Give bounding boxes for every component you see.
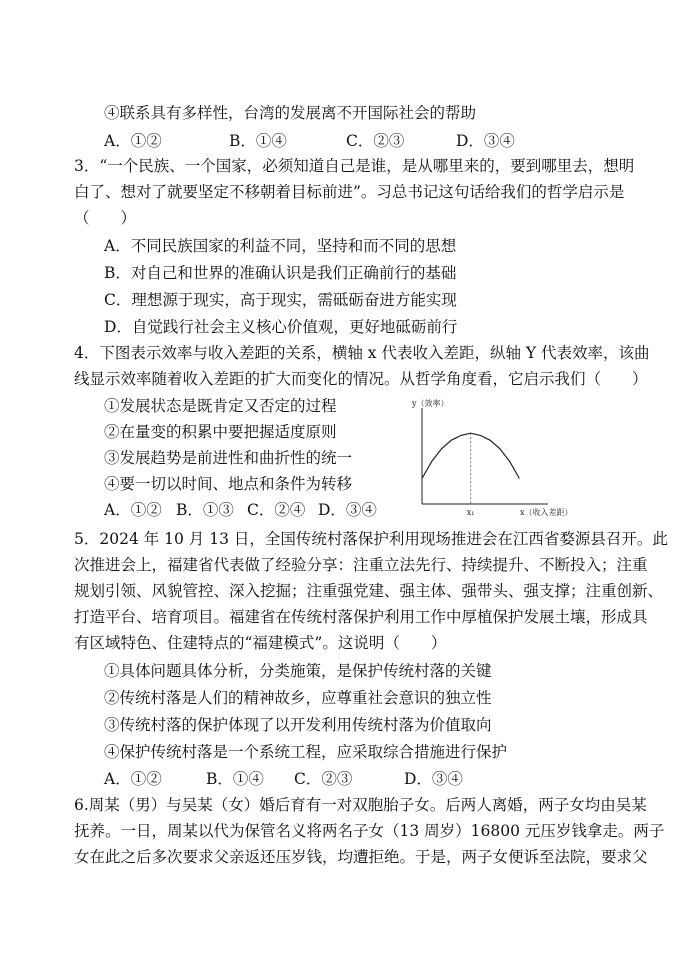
q4-stem-line-2: 线显示效率随着收入差距的扩大而变化的情况。从哲学角度看，它启示我们（ ）	[74, 370, 648, 388]
q3-option-c: C．理想源于现实，高于现实，需砥砺奋进方能实现	[104, 291, 457, 309]
q2-option-b: B．①④	[229, 132, 287, 150]
q5-stem-line-5: 有区域特色、住建特点的“福建模式”。这说明（ ）	[74, 634, 447, 652]
q4-option-b: B．①③	[176, 501, 234, 519]
q5-stem-line-2: 次推进会上，福建省代表做了经验分享：注重立法先行、持续提升、不断投入；注重	[74, 556, 648, 574]
q4-stem-line-1: 4．下图表示效率与收入差距的关系，横轴 x 代表收入差距，纵轴 Y 代表效率，该曲	[74, 344, 650, 362]
q3-stem-line-2: 白了、想对了就要坚定不移朝着目标前进”。习总书记这句话给我们的哲学启示是	[74, 183, 625, 201]
y-axis-label: y（效率）	[412, 399, 449, 408]
q5-options	[104, 769, 524, 789]
q5-stem-line-3: 规划引领、风貌管控、深入挖掘；注重强党建、强主体、强带头、强支撑；注重创新、	[74, 582, 664, 600]
q5-item-2: ②传统村落是人们的精神故乡，应尊重社会意识的独立性	[104, 689, 492, 707]
q5-option-c: C．②③	[294, 770, 353, 788]
q4-option-d: D．③④	[318, 501, 377, 519]
q3-option-a: A．不同民族国家的利益不同，坚持和而不同的思想	[104, 237, 457, 255]
q4-item-1: ①发展状态是既肯定又否定的过程	[104, 397, 337, 415]
q6-stem-line-1: 6.周某（男）与吴某（女）婚后育有一对双胞胎子女。后两人离婚，两子女均由吴某	[74, 796, 647, 814]
q3-stem-line-1: 3．“一个民族、一个国家，必须知道自己是谁，是从哪里来的，要到哪里去，想明	[74, 157, 635, 175]
peak-x-label: x₁	[466, 508, 475, 517]
q3-stem-line-3: （ ）	[74, 209, 137, 227]
q4-options	[104, 500, 404, 520]
q6-stem-line-3: 女在此之后多次要求父亲返还压岁钱，均遭拒绝。于是，两子女便诉至法院，要求父	[74, 848, 648, 866]
q5-option-a: A．①②	[104, 770, 162, 788]
q5-item-1: ①具体问题具体分析，分类施策，是保护传统村落的关键	[104, 662, 492, 680]
x-axis-label: x（收入差距）	[520, 508, 573, 517]
q5-stem-line-1: 5．2024 年 10 月 13 日，全国传统村落保护利用现场推进会在江西省婺源县召开。此	[74, 530, 668, 548]
q2-option-a: A．①②	[104, 132, 162, 150]
q4-option-a: A．①②	[104, 501, 162, 519]
q3-option-d: D．自觉践行社会主义核心价值观，更好地砥砺前行	[104, 318, 458, 336]
q4-option-c: C．②④	[247, 501, 306, 519]
q4-item-4: ④要一切以时间、地点和条件为转移	[104, 475, 353, 493]
q5-option-b: B．①④	[206, 770, 264, 788]
q5-item-4: ④保护传统村落是一个系统工程，应采取综合措施进行保护	[104, 743, 508, 761]
q4-item-3: ③发展趋势是前进性和曲折性的统一	[104, 449, 353, 467]
efficiency-income-chart	[400, 392, 600, 520]
q5-stem-line-4: 打造平台、培育项目。福建省在传统村落保护利用工作中厚植保护发展土壤，形成具	[74, 608, 648, 626]
efficiency-curve	[422, 433, 519, 478]
q5-option-d: D．③④	[404, 770, 463, 788]
q2-option-c: C．②③	[346, 132, 405, 150]
q4-item-2: ②在量变的积累中要把握适度原则	[104, 423, 337, 441]
q2-options	[104, 131, 584, 151]
q5-item-3: ③传统村落的保护体现了以开发利用传统村落为价值取向	[104, 716, 492, 734]
q3-option-b: B．对自己和世界的准确认识是我们正确前行的基础	[104, 264, 457, 282]
q6-stem-line-2: 抚养。一日，周某以代为保管名义将两名子女（13 周岁）16800 元压岁钱拿走。两子	[74, 822, 665, 840]
q2-option-d: D．③④	[456, 132, 515, 150]
q2-item-4: ④联系具有多样性，台湾的发展离不开国际社会的帮助	[104, 104, 477, 122]
